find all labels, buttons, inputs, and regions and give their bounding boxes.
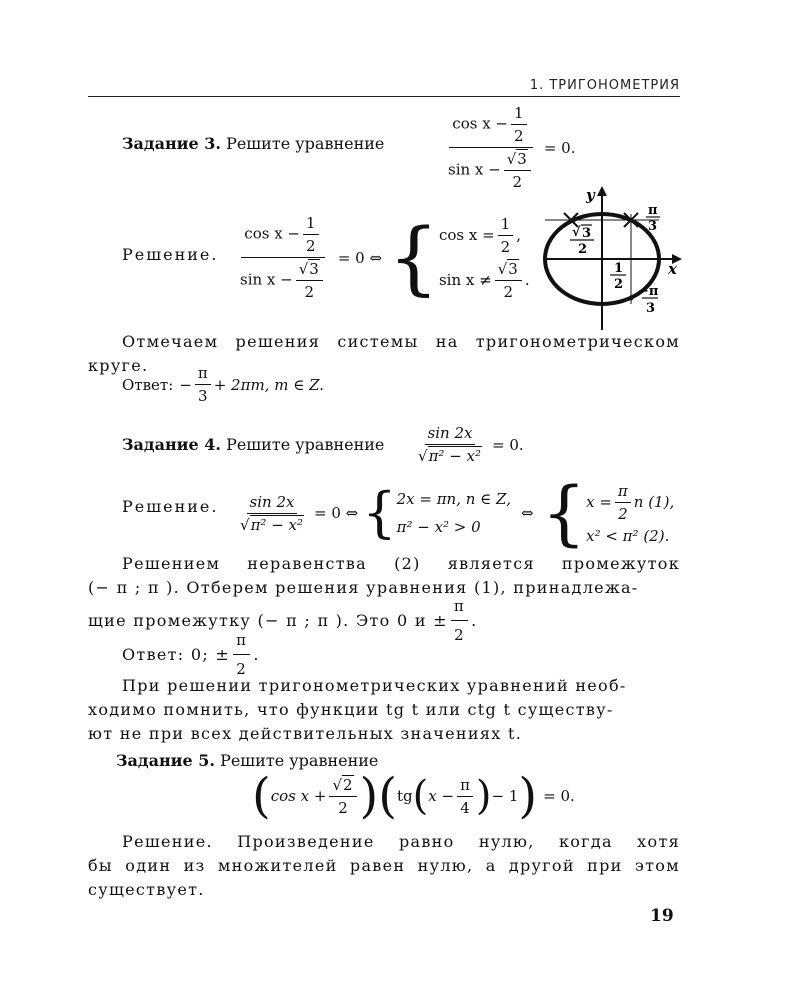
svg-text:3: 3 (582, 226, 592, 241)
solution3-equation: cos x − $\frac{1}{2}$ sin x − $\frac{√3}{2}$ = 0 ⇔ { cos x = $\frac{1}{2}$ , sin x ≠ $\frac{√3}{2}$ . (240, 210, 530, 304)
x-axis-label: x (668, 260, 677, 278)
page-number: 19 (650, 906, 674, 926)
paragraph-tg-note-line3: ют не при всех действительных значениях t. (88, 724, 523, 743)
chapter-title: 1. ТРИГОНОМЕТРИЯ (529, 78, 680, 93)
paragraph-inequality-line3: щие промежутку (− π ; π ). Это 0 и ± $\frac{\pi}{2}$ . (88, 594, 477, 647)
task5-label: Задание 5. (116, 751, 215, 770)
solution3-label: Решение. (122, 245, 219, 264)
svg-text:2: 2 (614, 277, 624, 292)
svg-text:√: √ (572, 225, 581, 240)
svg-text:1: 1 (614, 261, 624, 276)
task5-equation: ( cos x + $\frac{√2}{2}$ ) ( tg ( x − $\frac{\pi}{4}$ ) − 1 ) = 0. (252, 768, 575, 824)
task3-equation: cos x − $\frac{1}{2}$ sin x − $\frac{√3}{2}$ = 0. (448, 104, 576, 191)
y-axis-label: y (586, 186, 595, 204)
running-header (88, 78, 680, 97)
solution5-line1: Решение. Произведение равно нулю, когда хотя (122, 832, 680, 851)
paragraph-mark-solutions: Отмечаем решения системы на тригонометрическом круге. (88, 332, 680, 375)
task3-prompt: Решите уравнение (226, 134, 385, 153)
task3-heading (122, 133, 384, 155)
task5-heading (116, 750, 378, 772)
solution4-equation: $\frac{\sin 2x}{\text{√π² − x²}}$ = 0 ⇔ { 2x = πn, n ∈ Z, π² − x² > 0 ⇔ { x = $\frac{\pi}{2}$ n (1), x² < π² (2). (240, 472, 675, 554)
task4-prompt: Решите уравнение (226, 435, 385, 454)
answer3: Ответ: − $\frac{\pi}{3}$ + 2πm, m ∈ Z. (122, 364, 325, 405)
trig-circle (536, 184, 684, 332)
task5-prompt: Решите уравнение (220, 751, 379, 770)
task4-label: Задание 4. (122, 435, 221, 454)
paragraph-tg-note-line1: При решении тригонометрических уравнений необ- (122, 676, 627, 695)
svg-text:−π: −π (638, 284, 659, 299)
paragraph-inequality-line1: Решением неравенства (2) является промежуток (122, 554, 680, 573)
y-axis-arrow (597, 186, 607, 196)
answer4: Ответ: 0; ± $\frac{\pi}{2}$ . (122, 628, 260, 681)
paragraph-inequality-line2: (− π ; π ). Отберем решения уравнения (1), принадлежа- (88, 578, 639, 597)
task3-label: Задание 3. (122, 134, 221, 153)
paragraph-tg-note-line2: ходимо помнить, что функции tg t или ctg t существу- (88, 700, 614, 719)
svg-text:2: 2 (578, 242, 588, 257)
solution-point (629, 296, 634, 301)
solution5-line2: бы один из множителей равен нулю, а другой при этом (88, 856, 680, 875)
svg-text:3: 3 (646, 301, 656, 316)
task4-heading (122, 434, 384, 456)
task4-equation: $\frac{\sin 2x}{\text{√π² − x²}}$ = 0. (418, 424, 524, 465)
solution5-line3: существует. (88, 880, 205, 899)
svg-text:π: π (648, 203, 658, 218)
solution4-label: Решение. (122, 497, 219, 516)
svg-text:3: 3 (648, 219, 658, 234)
